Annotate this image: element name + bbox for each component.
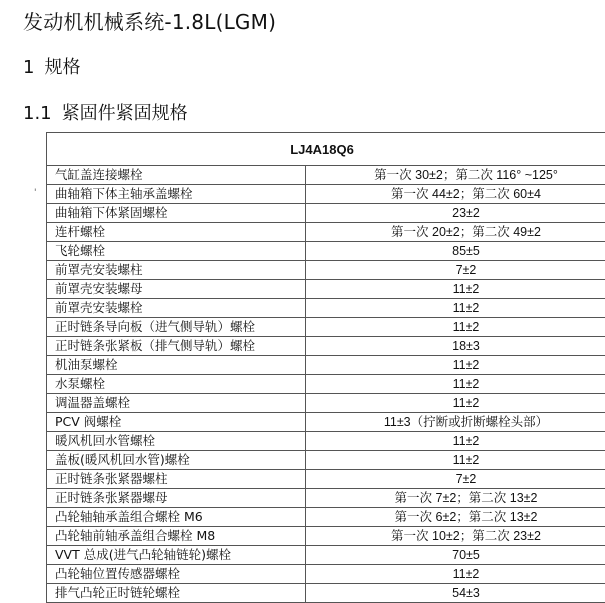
table-row	[47, 470, 605, 489]
table-row	[47, 508, 605, 527]
torque-value: 18±3	[306, 337, 605, 356]
margin-mark: '	[34, 188, 36, 198]
torque-value: 第一次 7±2；第二次 13±2	[306, 489, 605, 508]
table-header-row	[47, 133, 605, 166]
torque-value: 11±3（拧断或折断螺栓头部）	[306, 413, 605, 432]
fastener-name: VVT 总成(进气凸轮轴链轮)螺栓	[47, 546, 306, 565]
torque-value: 11±2	[306, 394, 605, 413]
torque-value: 第一次 10±2；第二次 23±2	[306, 527, 605, 546]
torque-value: 11±2	[306, 356, 605, 375]
fastener-name: 正时链条导向板（进气侧导轨）螺栓	[47, 318, 306, 337]
table-row	[47, 242, 605, 261]
fastener-name: 水泵螺栓	[47, 375, 306, 394]
table-row	[47, 584, 605, 603]
torque-value: 第一次 6±2；第二次 13±2	[306, 508, 605, 527]
fastener-name: 前罩壳安装螺栓	[47, 299, 306, 318]
torque-value: 7±2	[306, 470, 605, 489]
torque-value: 23±2	[306, 204, 605, 223]
fastener-name: 前罩壳安装螺母	[47, 280, 306, 299]
fastener-name: 气缸盖连接螺栓	[47, 166, 306, 185]
table-row	[47, 166, 605, 185]
torque-value: 70±5	[306, 546, 605, 565]
torque-value: 第一次 30±2；第二次 116° ~125°	[306, 166, 605, 185]
table-row	[47, 204, 605, 223]
fastener-name: 暖风机回水管螺栓	[47, 432, 306, 451]
subsection-heading	[23, 101, 188, 127]
torque-value: 第一次 20±2；第二次 49±2	[306, 223, 605, 242]
torque-value: 85±5	[306, 242, 605, 261]
torque-value: 第一次 44±2；第二次 60±4	[306, 185, 605, 204]
section-number: 1	[23, 55, 34, 81]
table-row	[47, 565, 605, 584]
table-row	[47, 489, 605, 508]
fastener-name: 前罩壳安装螺柱	[47, 261, 306, 280]
table-header-model: LJ4A18Q6	[47, 133, 605, 166]
table-row	[47, 375, 605, 394]
fastener-name: 飞轮螺栓	[47, 242, 306, 261]
section-heading	[23, 55, 80, 81]
document-title: 发动机机械系统-1.8L(LGM)	[23, 8, 276, 36]
fastener-name: 连杆螺栓	[47, 223, 306, 242]
section-label: 规格	[44, 57, 80, 78]
table-row	[47, 356, 605, 375]
fastener-name: 调温器盖螺栓	[47, 394, 306, 413]
fastener-name: PCV 阀螺栓	[47, 413, 306, 432]
fastener-name: 凸轮轴位置传感器螺栓	[47, 565, 306, 584]
torque-value: 11±2	[306, 375, 605, 394]
torque-value: 11±2	[306, 432, 605, 451]
table-row	[47, 546, 605, 565]
table-row	[47, 413, 605, 432]
table-row	[47, 185, 605, 204]
fastener-name: 排气凸轮正时链轮螺栓	[47, 584, 306, 603]
fastener-name: 正时链条张紧板（排气侧导轨）螺栓	[47, 337, 306, 356]
fastener-name: 正时链条张紧器螺母	[47, 489, 306, 508]
table-row	[47, 223, 605, 242]
table-row	[47, 280, 605, 299]
fastener-name: 凸轮轴轴承盖组合螺栓 M6	[47, 508, 306, 527]
torque-value: 11±2	[306, 280, 605, 299]
subsection-label: 紧固件紧固规格	[62, 103, 188, 124]
fastener-name: 正时链条张紧器螺柱	[47, 470, 306, 489]
table-row	[47, 337, 605, 356]
table-row	[47, 527, 605, 546]
subsection-number: 1.1	[23, 101, 52, 127]
torque-value: 11±2	[306, 318, 605, 337]
table-row	[47, 432, 605, 451]
torque-value: 11±2	[306, 565, 605, 584]
table-row	[47, 299, 605, 318]
torque-value: 11±2	[306, 299, 605, 318]
torque-value: 7±2	[306, 261, 605, 280]
table-row	[47, 318, 605, 337]
fastener-name: 曲轴箱下体主轴承盖螺栓	[47, 185, 306, 204]
table-row	[47, 451, 605, 470]
torque-value: 54±3	[306, 584, 605, 603]
fastener-name: 盖板(暖风机回水管)螺栓	[47, 451, 306, 470]
fastener-name: 曲轴箱下体紧固螺栓	[47, 204, 306, 223]
fastener-name: 机油泵螺栓	[47, 356, 306, 375]
table-row	[47, 261, 605, 280]
fastener-name: 凸轮轴前轴承盖组合螺栓 M8	[47, 527, 306, 546]
table-row	[47, 394, 605, 413]
fastener-torque-table	[46, 132, 605, 603]
torque-value: 11±2	[306, 451, 605, 470]
